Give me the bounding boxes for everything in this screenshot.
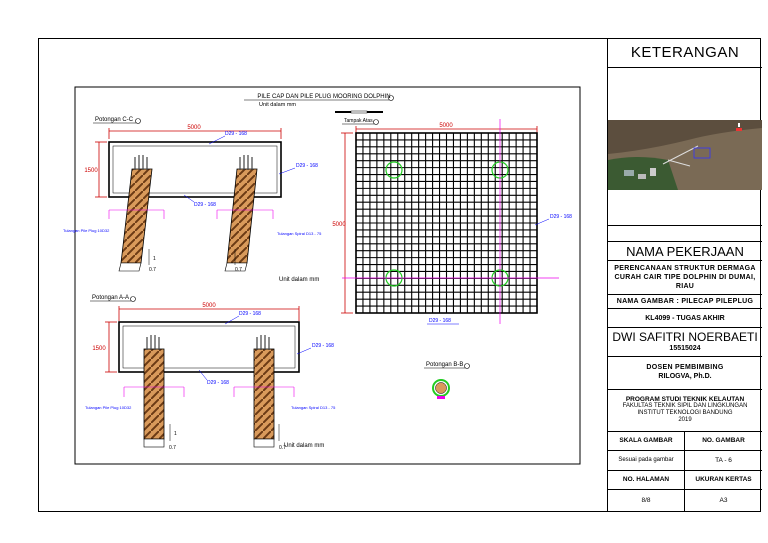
nama-pekerjaan-title-row: [608, 242, 762, 261]
drawing-subtitle: Unit dalam mm: [259, 102, 296, 108]
section-aa-slope-base-left: 0.7: [169, 445, 176, 451]
keterangan-row: [608, 38, 762, 68]
title-block: [607, 38, 762, 512]
sheet-no-label: NO. GAMBAR: [702, 437, 745, 444]
student-name: DWI SAFITRI NOERBAETI: [612, 330, 758, 344]
keterangan-title: KETERANGAN: [630, 44, 740, 61]
section-cc-unit: Unit dalam mm: [279, 277, 320, 283]
section-cc-width-dim: 5000: [187, 125, 201, 131]
section-aa-label: Potongan A-A: [92, 295, 130, 301]
section-aa-bar-bottom: D29 - 168: [207, 380, 229, 386]
page-value: 8/8: [641, 497, 651, 504]
nama-pekerjaan-row: [608, 261, 762, 295]
section-cc-slope-base-left: 0.7: [149, 267, 156, 273]
drawing-area: [39, 39, 607, 513]
scale-label: SKALA GAMBAR: [619, 437, 673, 444]
section-aa-bar-right: D29 - 168: [312, 343, 334, 349]
top-view-rebar-grid: [356, 133, 537, 313]
section-aa-bar-top: D29 - 168: [239, 311, 261, 317]
section-aa-unit: Unit dalam mm: [284, 443, 325, 449]
student-row: [608, 328, 762, 357]
section-aa-height-dim: 1500: [92, 346, 106, 352]
section-cc-note-right: Tulangan Spiral D13 - 75: [277, 231, 322, 236]
section-aa-note-left: Tulangan Pile Plug 10D32: [85, 405, 132, 410]
student-id: 15515024: [669, 345, 701, 352]
supervisor-row: [608, 357, 762, 390]
institute: INSTITUT TEKNOLOGI BANDUNG: [637, 410, 733, 416]
section-aa-slope: 1: [174, 431, 177, 437]
section-cc-bar-right: D29 - 168: [296, 163, 318, 169]
section-bb: [424, 362, 470, 399]
section-aa-note-right: Tulangan Spiral D13 - 75: [291, 405, 336, 410]
faculty: FAKULTAS TEKNIK SIPIL DAN LINGKUNGAN: [622, 403, 748, 409]
section-aa-width-dim: 5000: [202, 303, 216, 309]
location-map-row: [608, 68, 762, 226]
top-view-label: Tampak Atas: [344, 118, 373, 124]
location-map-image: [608, 68, 762, 226]
section-bb-label: Potongan B-B: [426, 362, 464, 368]
program: PROGRAM STUDI TEKNIK KELAUTAN: [625, 396, 745, 403]
section-cc-bar-bottom: D29 - 168: [194, 202, 216, 208]
scale-table: [608, 432, 762, 512]
scale-bar: [335, 111, 383, 113]
section-cc-label: Potongan C-C: [95, 117, 134, 123]
section-cc-note-left: Tulangan Pile Plug 10D32: [63, 228, 110, 233]
nama-gambar-row: [608, 295, 762, 309]
nama-gambar: NAMA GAMBAR : PILECAP PILEPLUG: [616, 298, 754, 305]
supervisor-name: RILOGVA, Ph.D.: [658, 373, 712, 380]
section-cc-slope-base-right: 0.7: [235, 267, 242, 273]
scale-value: Sesuai pada gambar: [618, 457, 674, 463]
top-view-bar-bottom: D29 - 168: [429, 318, 451, 324]
top-view: [332, 118, 572, 324]
course-row: [608, 309, 762, 328]
section-cc-height-dim: 1500: [84, 168, 98, 174]
drawing-canvas: [39, 39, 607, 513]
top-view-bar-right: D29 - 168: [550, 214, 572, 220]
section-aa: [85, 295, 336, 451]
section-cc-slope: 1: [153, 256, 156, 262]
blank-row: [608, 226, 762, 242]
nama-pekerjaan: PERENCANAAN STRUKTUR DERMAGA CURAH CAIR TIPE DOLPHIN DI DUMAI, RIAU: [614, 265, 756, 290]
top-view-width-dim: 5000: [439, 123, 453, 129]
paper-value: A3: [719, 497, 728, 504]
course: KL4099 - TUGAS AKHIR: [645, 315, 725, 322]
section-aa-slope-base-right: 0.7: [279, 445, 286, 451]
section-cc-bar-top: D29 - 168: [225, 131, 247, 137]
top-view-height-dim: 5000: [332, 222, 346, 228]
paper-label: UKURAN KERTAS: [695, 476, 752, 483]
section-cc: [63, 117, 322, 283]
drawing-sheet: [38, 38, 761, 512]
nama-pekerjaan-title: NAMA PEKERJAAN: [626, 244, 744, 259]
sheet-no-value: TA - 6: [715, 457, 732, 464]
drawing-title: PILE CAP DAN PILE PLUG MOORING DOLPHIN: [257, 94, 391, 100]
page-label: NO. HALAMAN: [622, 476, 670, 483]
year: 2019: [678, 417, 692, 423]
institution-row: [608, 390, 762, 432]
supervisor-title: DOSEN PEMBIMBING: [646, 364, 724, 371]
